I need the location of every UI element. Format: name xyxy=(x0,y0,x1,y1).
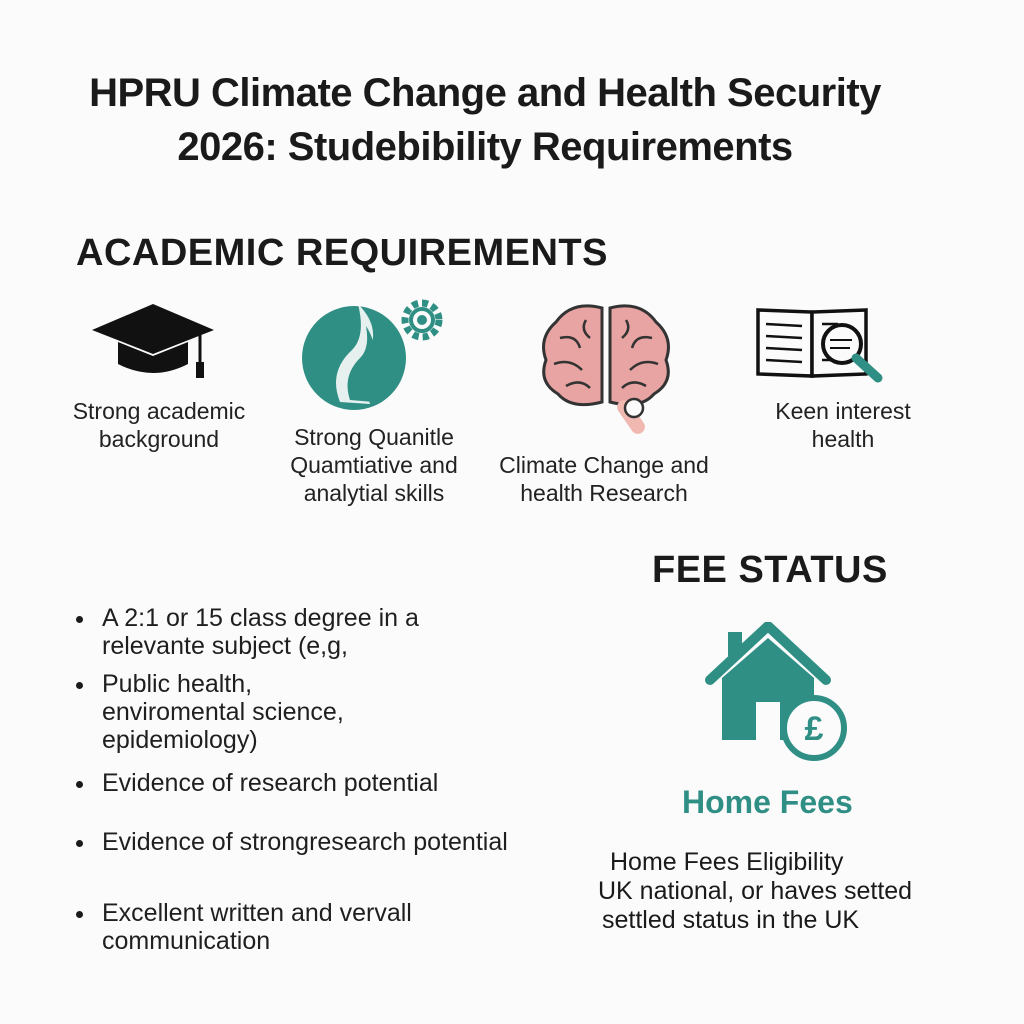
home-fees-label: Home Fees xyxy=(682,784,853,820)
brain-icon xyxy=(536,298,676,440)
caption-quantitative-skills: Strong Quanitle Quamtiative and analytial skills xyxy=(290,424,458,506)
gear-flame-globe-icon xyxy=(300,292,450,418)
list-item: Excellent written and vervall communication xyxy=(72,899,412,955)
caption-climate-research: Climate Change and health Research xyxy=(499,452,709,506)
caption-keen-interest: Keen interest health xyxy=(775,398,911,452)
caption-academic-background: Strong academic background xyxy=(72,398,246,452)
eligibility-title: Home Fees Eligibility xyxy=(610,848,844,876)
home-fees-eligibility xyxy=(598,848,912,935)
house-pound-icon xyxy=(702,622,852,762)
svg-text:£: £ xyxy=(804,710,824,748)
eligibility-line: UK national, or haves setted xyxy=(598,877,913,905)
page-title xyxy=(0,66,970,174)
graduation-cap-icon xyxy=(88,300,218,384)
fee-status-heading: FEE STATUS xyxy=(652,549,888,591)
list-item: Evidence of strongresearch potential xyxy=(72,828,508,856)
academic-requirements-heading: ACADEMIC REQUIREMENTS xyxy=(76,232,608,274)
eligibility-line: settled status in the UK xyxy=(602,906,860,934)
title-line-1: HPRU Climate Change and Health Security xyxy=(89,71,881,115)
book-magnifier-icon xyxy=(754,302,888,386)
list-item: Public health, enviromental science, epidemiology) xyxy=(72,670,344,754)
list-item: Evidence of research potential xyxy=(72,769,438,797)
list-item: A 2:1 or 15 class degree in a relevante subject (e,g, xyxy=(72,604,419,660)
title-line-2: 2026: Studebibility Requirements xyxy=(177,125,793,169)
